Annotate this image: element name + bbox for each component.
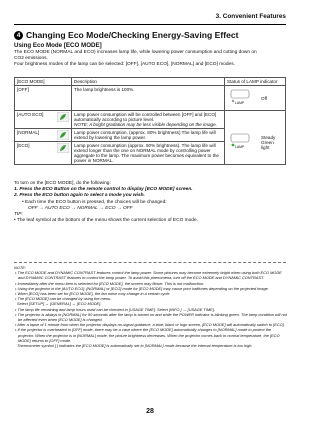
desc-eco: Lamp power consumption (approx. 60% brightness). The lamp life will extend longer than the one on NORMAL mode by controlling power aggregate to the lamp. The maximum power becomes equivalent to the power in NORMAL. xyxy=(72,142,225,165)
table-row xyxy=(15,86,286,111)
intro-line-1: The ECO MODE (NORMAL and ECO) increases lamp life, while lowering power consumption and cutting down on xyxy=(14,50,257,55)
page-number: 28 xyxy=(146,408,154,415)
note-item: • The projector is always in [NORMAL] for 90 seconds after the lamp is turned on and while the POWER indicator is blinking green. The lamp condition will not be affected even when [ECO MODE] is changed. xyxy=(15,311,287,323)
desc-auto-eco-cell xyxy=(72,111,225,129)
section-header: 3. Convenient Features xyxy=(14,12,286,25)
desc-off: The lamp brightness is 100%. xyxy=(72,86,225,111)
table-row xyxy=(15,111,286,129)
note-label: NOTE: xyxy=(14,265,26,270)
intro-paragraph xyxy=(14,50,288,69)
table-header-row xyxy=(15,78,286,86)
header-eco-mode: [ECO MODE] xyxy=(15,78,72,86)
lamp-indicator-green-icon xyxy=(227,132,253,152)
tip-text: • The leaf symbol at the bottom of the menu shows the current selection of ECO mode. xyxy=(14,218,198,224)
note-item: • If the projector is overheated in [OFF] mode, there may be a case where the [ECO MODE] automatically changes to [NORMAL] mode to protect the projector. When the projector is in [NORMAL] mode, the picture brightness decreases. When the projector comes back to normal temperature, the [ECO MODE] returns to [OFF] mode. xyxy=(15,327,280,343)
step-number-badge: 4 xyxy=(14,31,23,40)
note-item: • Using the projector in the [AUTO ECO], [NORMAL] or [ECO] mode for [ECO MODE] may cause poor halftones depending on the projected image. xyxy=(15,285,269,291)
step-2: 2. Press the ECO button again to select a mode you wish. xyxy=(14,193,145,199)
note-item: • The ECO MODE and DYNAMIC CONTRAST features control the lamp power. Some pictures may become extremely bright when using both ECO MODE and DYNAMIC CONTRAST features to control the lamp power. To avoid this phenomena, turn off the ECO MODE and DYNAMIC CONTRAST. xyxy=(15,270,282,281)
eco-mode-table xyxy=(14,77,286,165)
mode-normal: [NORMAL] xyxy=(17,130,40,135)
step-1: 1. Press the ECO Button on the remote control to display [ECO MODE] screen. xyxy=(14,187,193,193)
note-item: • The lamp life remaining and lamp hours used can be checked in [USAGE TIME]. Select [INFO.] → [USAGE TIME]. xyxy=(15,306,215,312)
note-item: Thermometer symbol [ ] indicates the [ECO MODE] is automatically set to [NORMAL] mode because the internal temperature is too high. xyxy=(17,343,253,349)
status-off: Off xyxy=(261,95,268,101)
mode-off: [OFF] xyxy=(15,86,72,111)
mode-auto-eco-cell xyxy=(15,111,72,129)
notes-section xyxy=(14,265,288,348)
leaf-icon xyxy=(57,112,69,122)
lamp-indicator-off-icon xyxy=(227,88,253,108)
lamp-label-2: LAMP xyxy=(235,145,245,149)
status-green-cell xyxy=(225,111,286,165)
step-bullet: • Each time the ECO button is pressed, the choices will be changed: xyxy=(22,199,167,205)
note-item: • The [ECO MODE] can be changed by using the menu. xyxy=(15,296,112,302)
page-title xyxy=(14,30,286,40)
lamp-label: LAMP xyxy=(235,101,245,105)
note-item: Select [SETUP] → [GENERAL] → [ECO MODE]. xyxy=(17,301,102,307)
intro-line-2: CO2 emissions. xyxy=(14,56,48,62)
header-status: Status of LAMP indicator xyxy=(225,78,286,86)
note-item: • When [ECO] has been set for [ECO MODE], the fan noise may change in a certain cycle. xyxy=(15,291,171,297)
note-divider xyxy=(14,262,286,263)
header-description: Description xyxy=(72,78,225,86)
mode-eco-cell xyxy=(15,142,72,165)
leaf-icon xyxy=(57,143,69,153)
leaf-icon xyxy=(57,130,69,140)
desc-auto-eco: Lamp power consumption will be controlled between [OFF] and [ECO] automatically according to picture level. xyxy=(74,112,217,122)
status-off-cell xyxy=(225,86,286,111)
mode-normal-cell xyxy=(15,129,72,142)
mode-auto-eco: [AUTO ECO] xyxy=(17,112,44,117)
mode-eco: [ECO] xyxy=(17,143,30,148)
steps-intro: To turn on the [ECO MODE], do the following: xyxy=(14,181,111,186)
note-item: • Immediately after the menu item is selected for [ECO MODE], the screen may flicker. This is not malfunction. xyxy=(15,280,205,286)
subtitle: Using Eco Mode [ECO MODE] xyxy=(14,42,102,49)
auto-eco-note: NOTE: A bright gradation may be less visible depending on the image. xyxy=(74,122,217,127)
status-green: Steady Green light xyxy=(261,134,276,150)
tip-label: TIP: xyxy=(14,212,23,218)
page-title-text: Changing Eco Mode/Checking Energy-Saving Effect xyxy=(26,30,239,40)
instructions xyxy=(14,181,288,224)
desc-normal: Lamp power consumption. (approx. 80% brightness) The lamp life will extend by lowering the lamp power. xyxy=(72,129,225,142)
intro-line-3: Four brightness modes of the lamp can be selected: [OFF], [AUTO ECO], [NORMAL] and [ECO] modes. xyxy=(14,62,235,68)
note-item: • After a lapse of 1 minute from when the projector displays no-signal guidance, a blue, black or logo screen, [ECO MODE] will automatically switch to [ECO]. xyxy=(15,322,285,328)
mode-sequence: OFF → AUTO ECO → NORMAL → ECO → OFF xyxy=(28,205,133,211)
